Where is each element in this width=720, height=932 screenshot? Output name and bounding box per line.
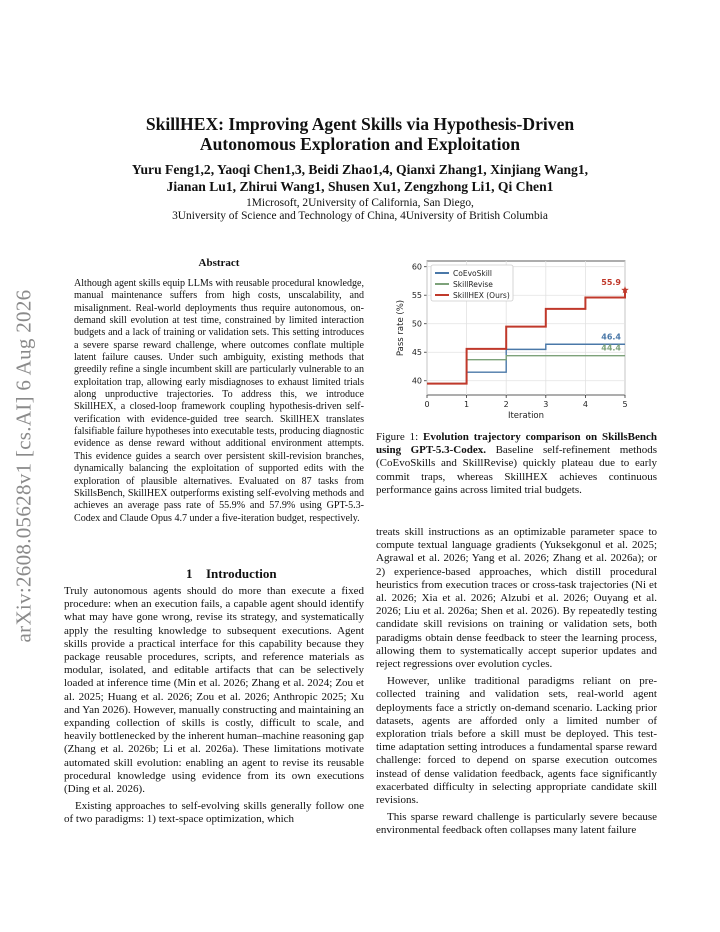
- affiliations: [96, 197, 624, 223]
- y-axis-label: Pass rate (%): [396, 299, 406, 357]
- y-tick-label: 45: [411, 348, 422, 358]
- arxiv-sidebar-stamp: [10, 289, 38, 643]
- title-line-2: Autonomous Exploration and Exploitation: [199, 134, 521, 154]
- x-tick-label: 2: [503, 400, 509, 409]
- section-title: Introduction: [206, 566, 277, 581]
- intro-paragraph-2: Existing approaches to self-evolving skills generally follow one of two paradigms: 1) text-space optimization, which: [64, 800, 364, 826]
- legend-entry: SkillHEX (Ours): [453, 291, 510, 300]
- legend-entry: CoEvoSkill: [453, 269, 492, 278]
- y-tick-label: 55: [411, 291, 422, 301]
- affiliations-line-2: 3University of Science and Technology of China, 4University of British Columbia: [172, 210, 548, 222]
- section-number: 1: [186, 566, 193, 581]
- pass-rate-chart: [376, 252, 657, 424]
- right-paragraph-2: However, unlike traditional paradigms reliant on pre-collected training and validation sets, real-world agent deployments face a strictly on-demand scenario. Lacking prior datasets, agents are afforded only a limited number of exploration trials before a skill must be deployed. This test-time adaptation setting introduces a fundamental sparse reward challenge: forced to depend on sparse execution outcomes instead of dense validation feedback, agents face significantly exacerbated difficulty in selecting appropriate candidate skill revisions.: [376, 675, 657, 807]
- right-column-body: [376, 526, 657, 838]
- y-tick-label: 40: [411, 376, 422, 386]
- x-tick-label: 3: [543, 400, 549, 409]
- right-paragraph-3: This sparse reward challenge is particularly severe because environmental feedback often collapses many latent failure: [376, 811, 657, 837]
- x-tick-label: 5: [622, 400, 628, 409]
- left-column-body: [64, 585, 364, 827]
- series-end-label: 46.4: [601, 332, 621, 342]
- abstract-heading: Abstract: [198, 257, 240, 269]
- y-tick-label: 50: [411, 319, 422, 329]
- x-tick-label: 1: [464, 400, 470, 409]
- caption-text: Baseline self-refinement methods (CoEvoSkills and SkillRevise) quickly plateau due to early commit traps, whereas SkillHEX achieves continuous performance gains across limited trial budgets.: [376, 444, 658, 496]
- caption-bold: Evolution trajectory comparison on SkillsBench using GPT-5.3-Codex.: [376, 431, 658, 457]
- authors-line-1: Yuru Feng1,2, Yaoqi Chen1,3, Beidi Zhao1,4, Qianxi Zhang1, Xinjiang Wang1,: [131, 162, 589, 177]
- right-paragraph-1: treats skill instructions as an optimizable parameter space to compute textual language gradients (Yuksekgonul et al. 2025; Agrawal et al. 2026; Yang et al. 2026; Zhang et al. 2026a); or 2) experience-based approaches, which distill procedural heuristics from execution traces or cross-task trajectories (Ni et al. 2026; Xia et al. 2026; Alzubi et al. 2026; Ouyang et al. 2026; Liu et al. 2026a; Shen et al. 2026). By repeatedly testing candidate skill revisions on training or validation sets, both paradigms obtain dense feedback to steer the learning process, allowing them to systematically accept superior updates and reject regressions over evolution cycles.: [376, 526, 657, 671]
- series-end-label: 55.9: [601, 278, 621, 288]
- caption-label: Figure 1:: [376, 431, 419, 443]
- figure-caption: [376, 431, 657, 497]
- legend-entry: SkillRevise: [453, 280, 493, 289]
- y-tick-label: 60: [411, 262, 422, 272]
- x-tick-label: 0: [424, 400, 430, 409]
- affiliations-line-1: 1Microsoft, 2University of California, San Diego,: [246, 197, 474, 209]
- title-line-1: SkillHEX: Improving Agent Skills via Hypothesis-Driven: [145, 114, 575, 134]
- author-list: [96, 161, 624, 195]
- paper-title: [100, 114, 620, 154]
- abstract-body: Although agent skills equip LLMs with reusable procedural knowledge, manual maintenance suffers from high costs, unscalability, and misalignment. Real-world deployments thus require autonomous, on-demand skill evolution at test time, constrained by limited interaction budgets and a lack of training or validation sets. This setting introduces a severe sparse reward challenge, where outcomes conflate multiple latent failure causes. Under such ambiguity, existing methods that greedily refine a single incumbent skill are particularly vulnerable to an exploitation trap, allowing early misdiagnoses to exhaust limited trials along unproductive trajectories. To address this, we introduce SkillHEX, a closed-loop framework coupling hypothesis-driven self-verification with evidence-guided tree search. SkillHEX translates falsifiable failure hypotheses into executable tests, producing diagnostic evidence as dense reward without additional environment attempts. This evidence guides a search over persistent skill-revision branches, dynamically balancing the exploitation of supported edits with the exploration of plausible alternatives. Evaluated on 87 tasks from SkillsBench, SkillHEX outperforms existing self-evolving methods and achieves an average pass rate of 55.9% and 57.9% using GPT-5.3-Codex and Claude Opus 4.7 under a five-iteration budget, respectively.: [74, 278, 364, 524]
- arxiv-identifier: arXiv:2608.05628v1 [cs.AI] 6 Aug 2026: [11, 289, 36, 643]
- series-end-label: 44.4: [601, 343, 621, 353]
- x-tick-label: 4: [582, 400, 588, 409]
- x-axis-label: Iteration: [507, 411, 545, 421]
- figure-1: [376, 252, 657, 424]
- authors-line-2: Jianan Lu1, Zhirui Wang1, Shusen Xu1, Zengzhong Li1, Qi Chen1: [166, 179, 554, 194]
- intro-paragraph-1: Truly autonomous agents should do more than execute a fixed procedure: when an execution fails, a capable agent should identify what may have gone wrong, revise its strategy, and systematically apply the resulting knowledge to subsequent executions. Agent skills provide a practical interface for this capability because they package reusable procedures, scripts, and reference materials as modular, isolated, and editable artifacts that can be selectively loaded at inference time (Min et al. 2026; Zhang et al. 2024; Zou et al. 2025; Huang et al. 2026; Zou et al. 2026; Anthropic 2025; Xu and Yan 2026). However, manually constructing and maintaining an expanding collection of skills is costly, difficult to scale, and heavily bottlenecked by the inherent human–machine reasoning gap (Zhang et al. 2026b; Li et al. 2026a). These limitations motivate automated skill evolution: enabling an agent to revise its reusable procedural knowledge using evidence from its own executions (Ding et al. 2026).: [64, 585, 364, 796]
